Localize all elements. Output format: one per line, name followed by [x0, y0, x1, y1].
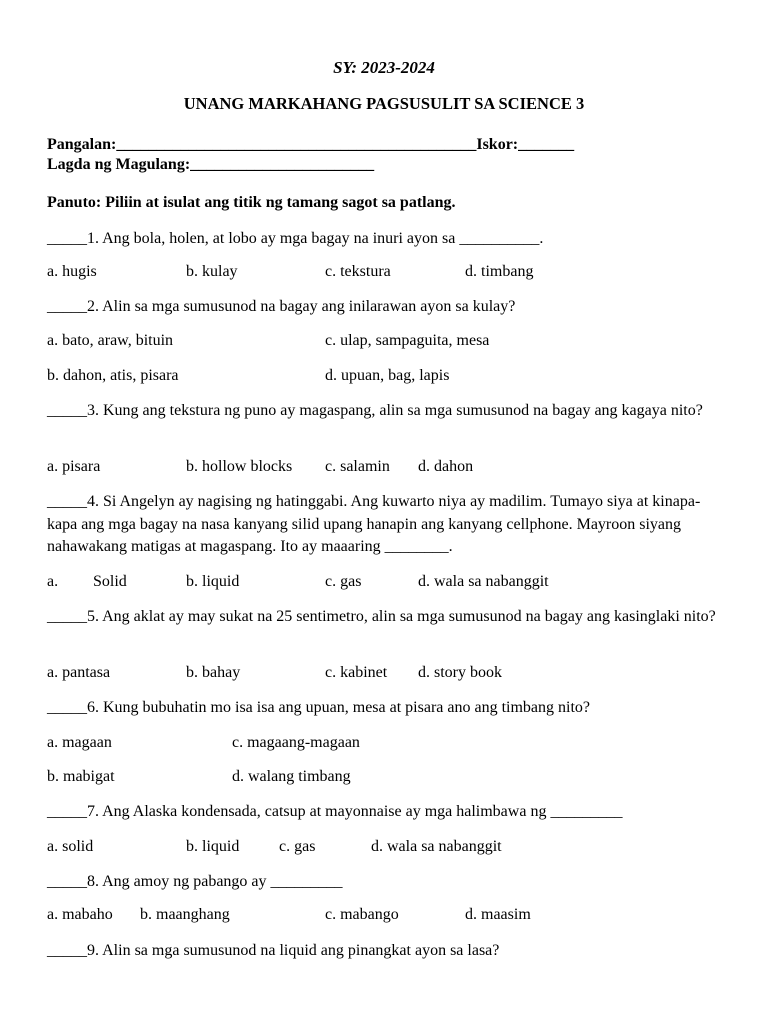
choice-5b: b. bahay [186, 664, 241, 681]
choice-2d: d. upuan, bag, lapis [325, 367, 450, 384]
choice-6c: c. magaang-magaan [232, 734, 360, 751]
question-4: _____4. Si Angelyn ay nagising ng hatinggabi. Ang kuwarto niya ay madilim. Tumayo siya at kinapa-kapa ang mga bagay na nasa kanyang silid upang hanapin ang kanyang cellphone. Mayroon siyang nahawakang matigas at magaspang. Ito ay maaaring ________. [47, 493, 701, 555]
choice-3d: d. dahon [418, 458, 474, 475]
instructions: Panuto: Piliin at isulat ang titik ng tamang sagot sa patlang. [47, 194, 456, 211]
choice-8d: d. maasim [465, 906, 531, 923]
question-3: _____3. Kung ang tekstura ng puno ay magaspang, alin sa mga sumusunod na bagay ang kagaya nito? [47, 402, 703, 419]
choice-6a: a. magaan [47, 734, 112, 751]
choice-1d: d. timbang [465, 263, 534, 280]
choice-7a: a. solid [47, 838, 94, 855]
question-7: _____7. Ang Alaska kondensada, catsup at mayonnaise ay mga halimbawa ng _________ [47, 803, 623, 820]
choice-4d: d. wala sa nabanggit [418, 573, 549, 590]
choice-5d: d. story book [418, 664, 502, 681]
choice-4a: Solid [93, 573, 127, 590]
page-title: UNANG MARKAHANG PAGSUSULIT SA SCIENCE 3 [183, 94, 585, 113]
choice-1a: a. hugis [47, 263, 97, 280]
choice-4b: b. liquid [186, 573, 240, 590]
choice-4a-letter: a. [47, 573, 59, 590]
choice-3a: a. pisara [47, 458, 101, 475]
choice-6d: d. walang timbang [232, 768, 351, 785]
choice-1b: b. kulay [186, 263, 238, 280]
name-score-field: Pangalan:_____________________________________________Iskor:_______ [47, 136, 575, 153]
choice-3b: b. hollow blocks [186, 458, 293, 475]
choice-1c: c. tekstura [325, 263, 391, 280]
question-9: _____9. Alin sa mga sumusunod na liquid ang pinangkat ayon sa lasa? [47, 942, 500, 959]
choice-6b: b. mabigat [47, 768, 115, 785]
choice-8c: c. mabango [325, 906, 399, 923]
choice-7d: d. wala sa nabanggit [371, 838, 502, 855]
parent-signature-field: Lagda ng Magulang:_______________________ [47, 156, 375, 173]
choice-7c: c. gas [279, 838, 316, 855]
choice-5a: a. pantasa [47, 664, 111, 681]
choice-5c: c. kabinet [325, 664, 388, 681]
question-5: _____5. Ang aklat ay may sukat na 25 sentimetro, alin sa mga sumusunod na bagay ang kasinglaki nito? [47, 608, 716, 625]
choice-4c: c. gas [325, 573, 362, 590]
choice-8b: b. maanghang [140, 906, 230, 923]
school-year: SY: 2023-2024 [333, 58, 435, 77]
choice-3c: c. salamin [325, 458, 390, 475]
choice-2c: c. ulap, sampaguita, mesa [325, 332, 490, 349]
question-6: _____6. Kung bubuhatin mo isa isa ang upuan, mesa at pisara ano ang timbang nito? [47, 699, 590, 716]
choice-2b: b. dahon, atis, pisara [47, 367, 179, 384]
question-8: _____8. Ang amoy ng pabango ay _________ [47, 873, 343, 890]
question-2: _____2. Alin sa mga sumusunod na bagay ang inilarawan ayon sa kulay? [47, 298, 516, 315]
choice-7b: b. liquid [186, 838, 240, 855]
question-1: _____1. Ang bola, holen, at lobo ay mga bagay na inuri ayon sa __________. [47, 230, 544, 247]
choice-8a: a. mabaho [47, 906, 113, 923]
choice-2a: a. bato, araw, bituin [47, 332, 174, 349]
